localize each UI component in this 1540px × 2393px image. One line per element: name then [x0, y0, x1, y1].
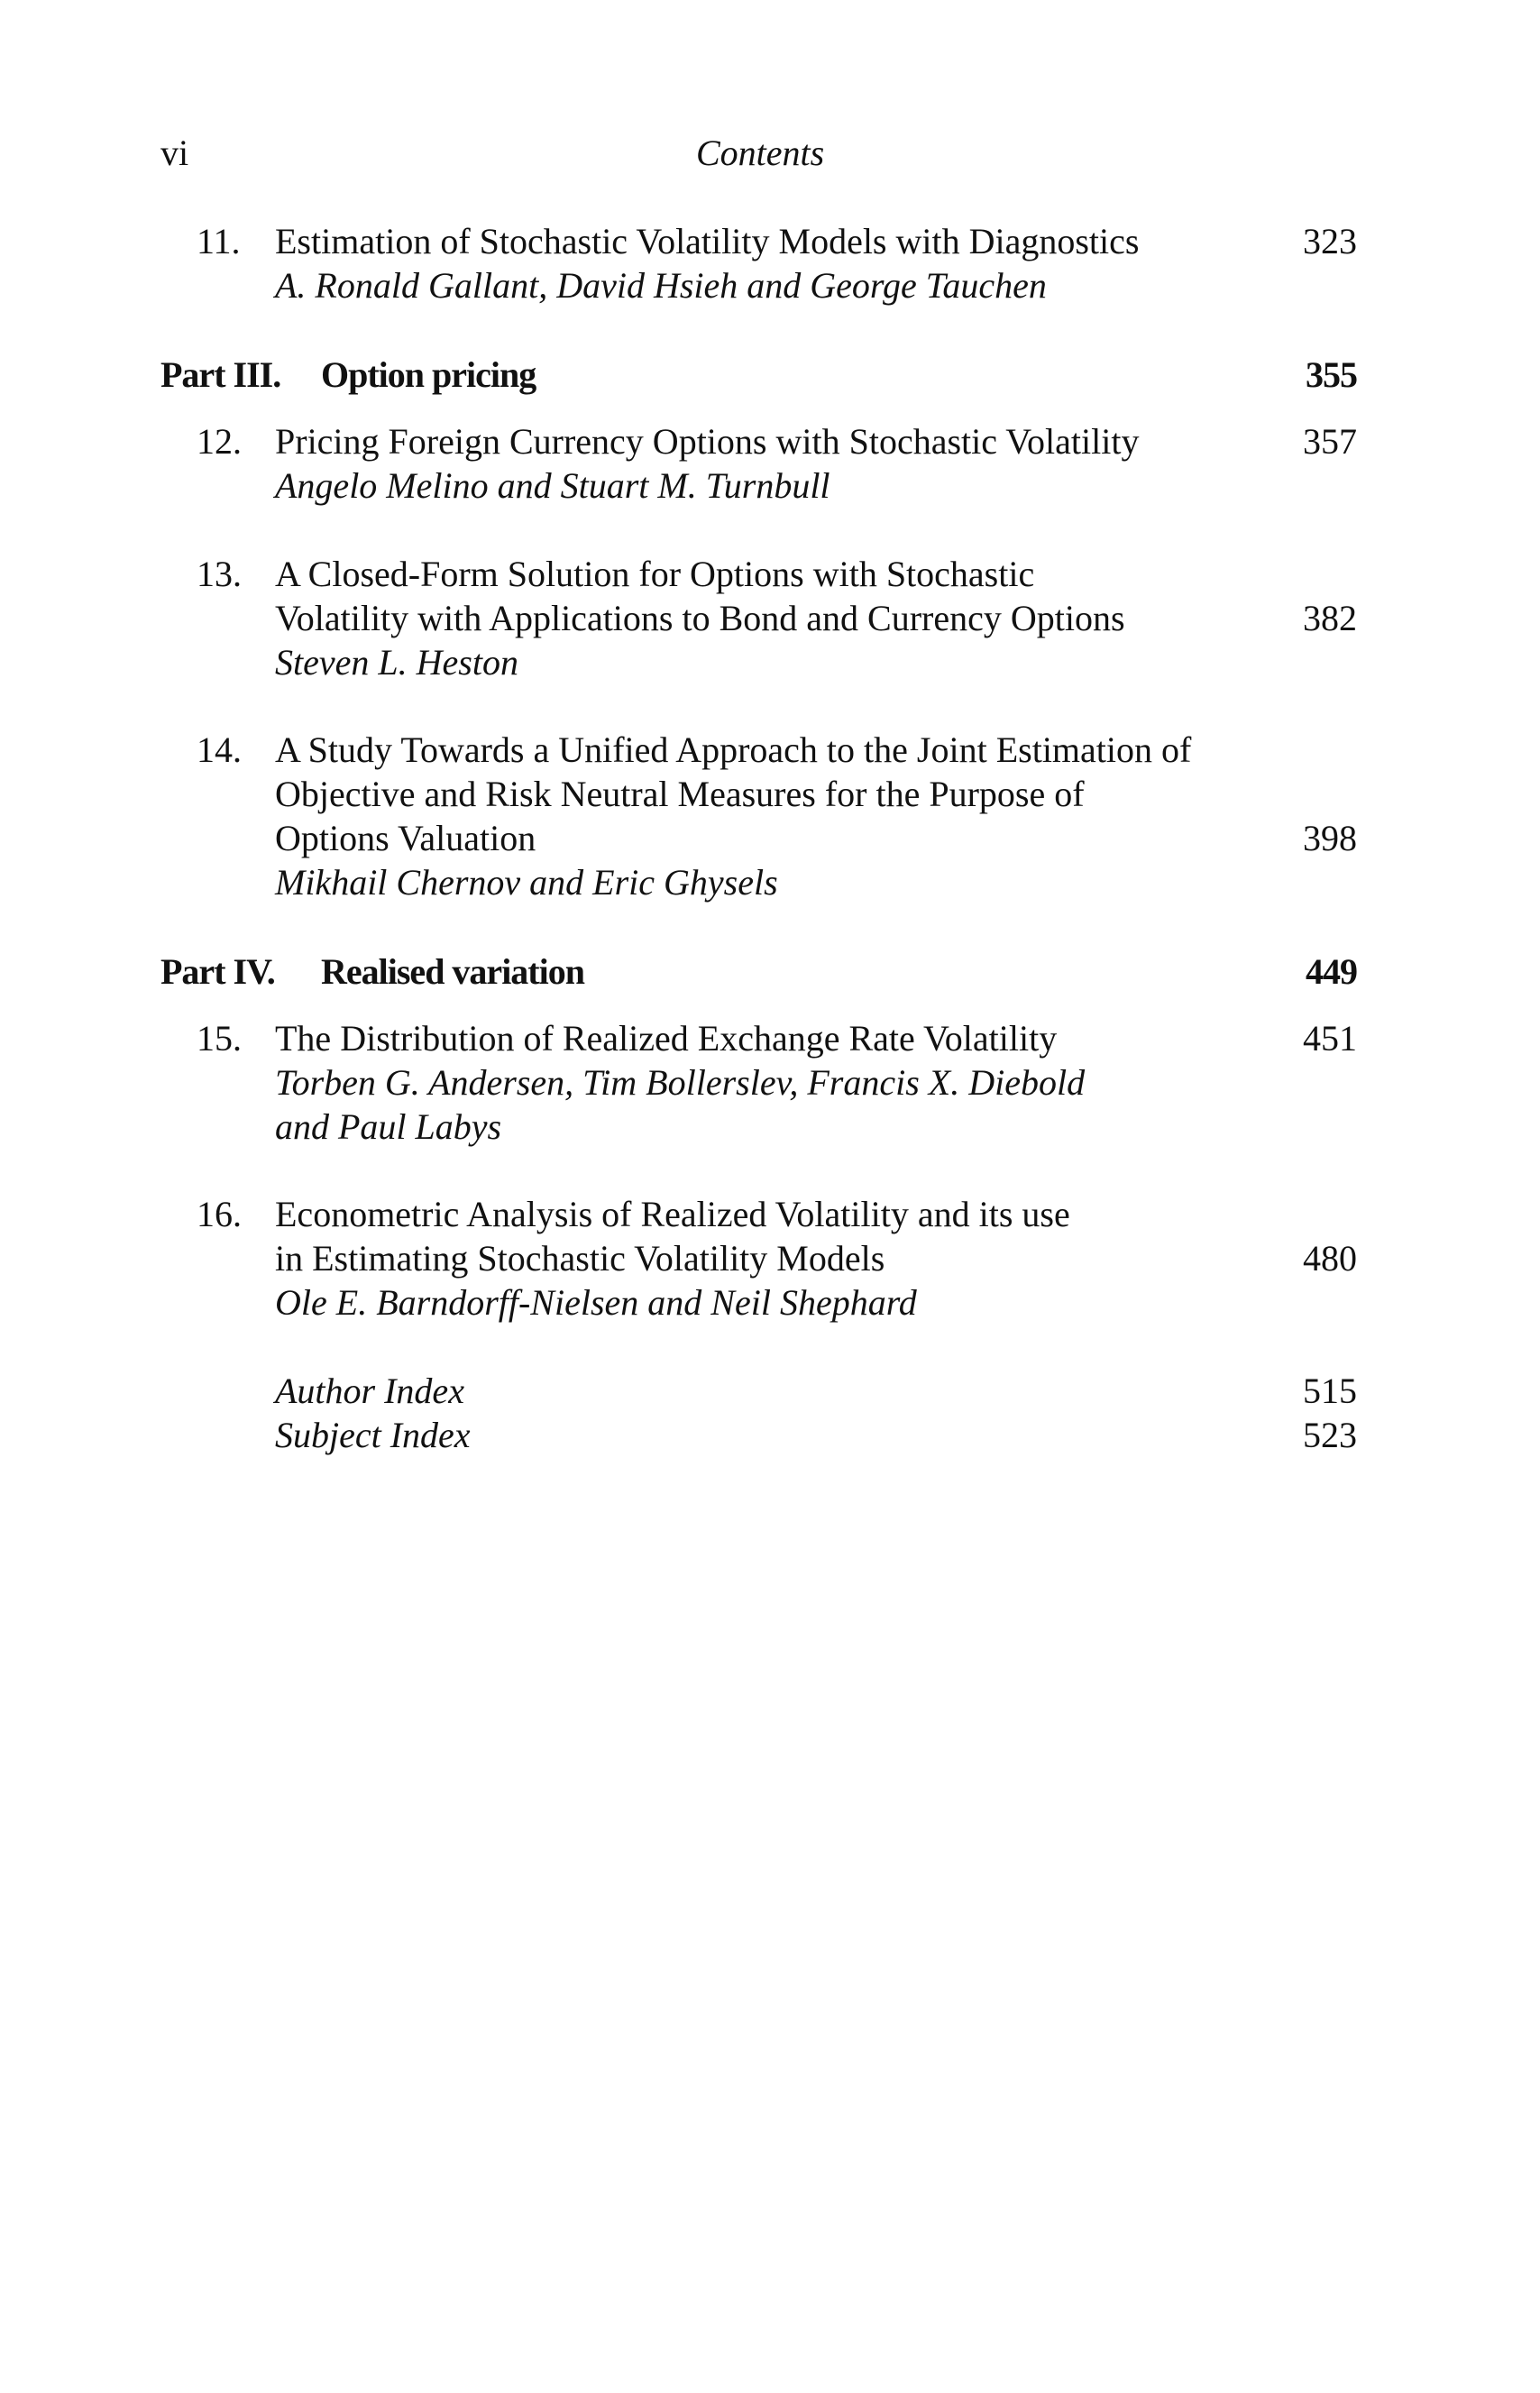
chapter-page: 357 — [1303, 421, 1357, 462]
chapter-number: 12. — [197, 421, 242, 462]
part-page: 449 — [1306, 951, 1357, 992]
chapter-title-line-2: in Estimating Stochastic Volatility Models — [275, 1238, 885, 1279]
chapter-title-line-2: Volatility with Applications to Bond and Currency Options — [275, 598, 1125, 638]
index-title: Author Index — [275, 1371, 464, 1411]
chapter-authors: Steven L. Heston — [275, 642, 518, 683]
chapter-authors: Ole E. Barndorff-Nielsen and Neil Shephard — [275, 1282, 917, 1323]
part-title: Option pricing — [321, 354, 536, 395]
page-number: vi — [160, 133, 189, 173]
chapter-authors-line-1: Torben G. Andersen, Tim Bollerslev, Francis X. Diebold — [275, 1062, 1086, 1103]
running-title: Contents — [696, 133, 825, 173]
chapter-number: 14. — [197, 729, 242, 770]
part-label: Part III. — [160, 354, 281, 395]
chapter-number: 13. — [197, 554, 242, 594]
chapter-page: 398 — [1303, 818, 1357, 858]
part-title: Realised variation — [321, 951, 584, 992]
chapter-number: 15. — [197, 1018, 242, 1059]
chapter-page: 323 — [1303, 221, 1357, 261]
chapter-authors: Mikhail Chernov and Eric Ghysels — [275, 862, 778, 903]
chapter-title: Pricing Foreign Currency Options with Stochastic Volatility — [275, 421, 1140, 462]
chapter-title-line-1: Econometric Analysis of Realized Volatility and its use — [275, 1194, 1070, 1234]
index-title: Subject Index — [275, 1415, 471, 1455]
chapter-number: 11. — [197, 221, 241, 261]
chapter-authors: Angelo Melino and Stuart M. Turnbull — [275, 465, 830, 506]
chapter-authors-line-2: and Paul Labys — [275, 1106, 502, 1147]
chapter-title-line-2: Objective and Risk Neutral Measures for the Purpose of — [275, 774, 1085, 814]
chapter-title-line-1: A Closed-Form Solution for Options with Stochastic — [275, 554, 1035, 594]
chapter-title: Estimation of Stochastic Volatility Models with Diagnostics — [275, 221, 1140, 261]
chapter-authors: A. Ronald Gallant, David Hsieh and George Tauchen — [275, 265, 1047, 306]
part-label: Part IV. — [160, 951, 275, 992]
part-page: 355 — [1306, 354, 1357, 395]
chapter-title: The Distribution of Realized Exchange Rate Volatility — [275, 1018, 1058, 1059]
chapter-page: 451 — [1303, 1018, 1357, 1059]
chapter-page: 480 — [1303, 1238, 1357, 1279]
index-page: 523 — [1303, 1415, 1357, 1455]
chapter-number: 16. — [197, 1194, 242, 1234]
chapter-title-line-3: Options Valuation — [275, 818, 536, 858]
chapter-title-line-1: A Study Towards a Unified Approach to the Joint Estimation of — [275, 729, 1192, 770]
chapter-page: 382 — [1303, 598, 1357, 638]
index-page: 515 — [1303, 1371, 1357, 1411]
